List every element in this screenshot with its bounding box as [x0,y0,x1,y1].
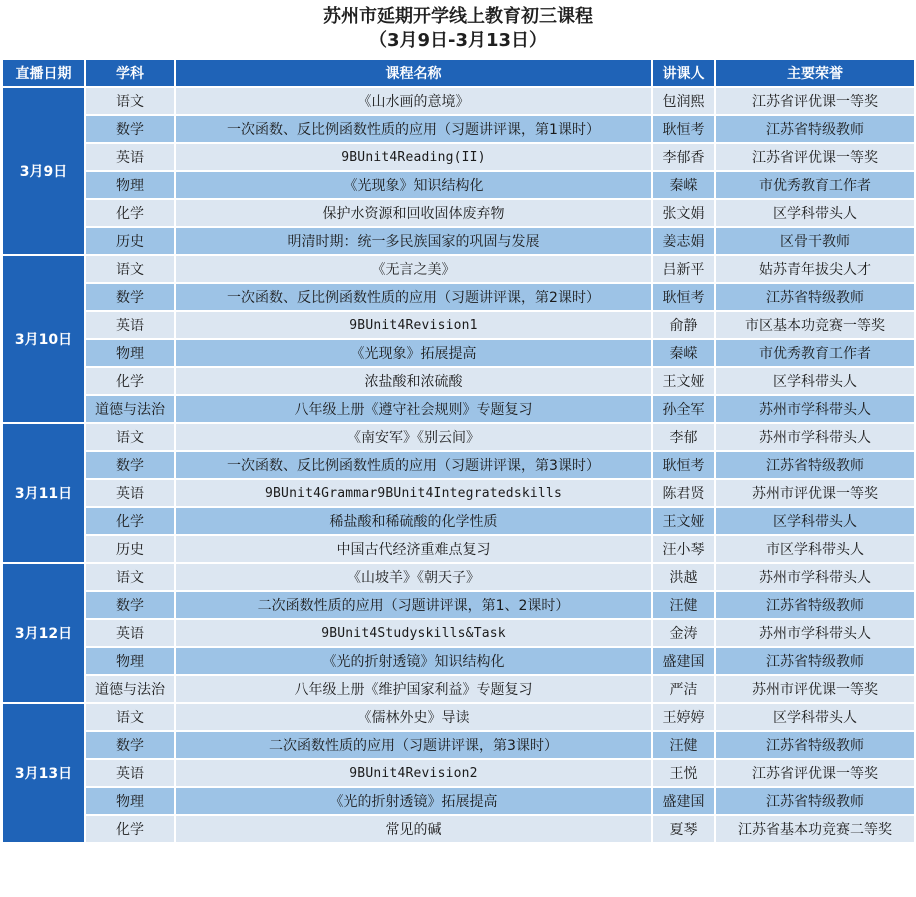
subject-cell: 道德与法治 [85,395,175,423]
teacher-cell: 汪健 [652,731,715,759]
subject-cell: 英语 [85,311,175,339]
table-row [2,703,915,731]
teacher-cell: 吕新平 [652,255,715,283]
honor-cell: 区学科带头人 [715,199,915,227]
honor-cell: 苏州市评优课一等奖 [715,479,915,507]
header-honor: 主要荣誉 [715,59,915,87]
honor-cell: 区学科带头人 [715,367,915,395]
honor-cell: 姑苏青年拔尖人才 [715,255,915,283]
header-subject: 学科 [85,59,175,87]
subject-cell: 语文 [85,87,175,115]
table-row [2,423,915,451]
teacher-cell: 包润熙 [652,87,715,115]
subject-cell: 数学 [85,283,175,311]
honor-cell: 苏州市学科带头人 [715,395,915,423]
honor-cell: 苏州市学科带头人 [715,563,915,591]
teacher-cell: 王婷婷 [652,703,715,731]
course-name-cell: 一次函数、反比例函数性质的应用（习题讲评课，第2课时） [175,283,652,311]
teacher-cell: 盛建国 [652,787,715,815]
teacher-cell: 姜志娟 [652,227,715,255]
course-name-cell: 9BUnit4Revision2 [175,759,652,787]
honor-cell: 区学科带头人 [715,703,915,731]
subject-cell: 英语 [85,143,175,171]
table-row [2,479,915,507]
table-row [2,395,915,423]
course-name-cell: 一次函数、反比例函数性质的应用（习题讲评课，第1课时） [175,115,652,143]
teacher-cell: 秦嵘 [652,339,715,367]
teacher-cell: 严洁 [652,675,715,703]
teacher-cell: 王文娅 [652,367,715,395]
teacher-cell: 汪健 [652,591,715,619]
table-row [2,171,915,199]
course-name-cell: 二次函数性质的应用（习题讲评课，第1、2课时） [175,591,652,619]
header-date: 直播日期 [2,59,85,87]
course-name-cell: 《光现象》知识结构化 [175,171,652,199]
teacher-cell: 李郁 [652,423,715,451]
subject-cell: 数学 [85,115,175,143]
page-subtitle-date-range: （3月9日-3月13日） [368,30,548,51]
table-row [2,311,915,339]
table-row [2,675,915,703]
course-name-cell: 9BUnit4Reading(II) [175,143,652,171]
header-course: 课程名称 [175,59,652,87]
broadcast-date-cell: 3月11日 [2,423,85,563]
honor-cell: 江苏省评优课一等奖 [715,759,915,787]
table-row [2,563,915,591]
table-row [2,787,915,815]
teacher-cell: 夏琴 [652,815,715,843]
subject-cell: 物理 [85,647,175,675]
honor-cell: 苏州市学科带头人 [715,619,915,647]
honor-cell: 苏州市学科带头人 [715,423,915,451]
honor-cell: 区学科带头人 [715,507,915,535]
honor-cell: 市区基本功竞赛一等奖 [715,311,915,339]
table-body [2,87,915,843]
course-name-cell: 一次函数、反比例函数性质的应用（习题讲评课，第3课时） [175,451,652,479]
subject-cell: 化学 [85,367,175,395]
header-teacher: 讲课人 [652,59,715,87]
table-row [2,731,915,759]
course-name-cell: 《光的折射透镜》知识结构化 [175,647,652,675]
course-name-cell: 《光现象》拓展提高 [175,339,652,367]
honor-cell: 江苏省特级教师 [715,731,915,759]
honor-cell: 市优秀教育工作者 [715,171,915,199]
teacher-cell: 孙全军 [652,395,715,423]
teacher-cell: 李郁香 [652,143,715,171]
teacher-cell: 洪越 [652,563,715,591]
course-schedule-table [1,58,916,844]
course-name-cell: 八年级上册《维护国家利益》专题复习 [175,675,652,703]
honor-cell: 江苏省特级教师 [715,283,915,311]
teacher-cell: 耿恒考 [652,283,715,311]
teacher-cell: 耿恒考 [652,451,715,479]
table-row [2,591,915,619]
subject-cell: 英语 [85,479,175,507]
honor-cell: 市区学科带头人 [715,535,915,563]
subject-cell: 化学 [85,507,175,535]
broadcast-date-cell: 3月12日 [2,563,85,703]
table-row [2,339,915,367]
table-row [2,199,915,227]
teacher-cell: 张文娟 [652,199,715,227]
subject-cell: 语文 [85,423,175,451]
course-name-cell: 保护水资源和回收固体废弃物 [175,199,652,227]
honor-cell: 区骨干教师 [715,227,915,255]
honor-cell: 江苏省特级教师 [715,115,915,143]
course-name-cell: 《山水画的意境》 [175,87,652,115]
course-name-cell: 常见的碱 [175,815,652,843]
teacher-cell: 金涛 [652,619,715,647]
honor-cell: 江苏省评优课一等奖 [715,143,915,171]
course-name-cell: 《南安军》《别云间》 [175,423,652,451]
course-name-cell: 明清时期：统一多民族国家的巩固与发展 [175,227,652,255]
table-row [2,619,915,647]
teacher-cell: 俞静 [652,311,715,339]
course-name-cell: 二次函数性质的应用（习题讲评课，第3课时） [175,731,652,759]
broadcast-date-cell: 3月13日 [2,703,85,843]
table-row [2,143,915,171]
subject-cell: 数学 [85,451,175,479]
title-block [0,0,916,58]
subject-cell: 物理 [85,787,175,815]
table-row [2,759,915,787]
subject-cell: 化学 [85,199,175,227]
course-name-cell: 《山坡羊》《朝天子》 [175,563,652,591]
subject-cell: 物理 [85,171,175,199]
subject-cell: 英语 [85,759,175,787]
subject-cell: 语文 [85,255,175,283]
course-name-cell: 《无言之美》 [175,255,652,283]
teacher-cell: 耿恒考 [652,115,715,143]
table-row [2,647,915,675]
table-row [2,367,915,395]
table-row [2,815,915,843]
honor-cell: 江苏省评优课一等奖 [715,87,915,115]
teacher-cell: 王悦 [652,759,715,787]
table-row [2,227,915,255]
table-row [2,283,915,311]
course-name-cell: 9BUnit4Grammar9BUnit4Integratedskills [175,479,652,507]
honor-cell: 江苏省特级教师 [715,451,915,479]
honor-cell: 江苏省特级教师 [715,647,915,675]
teacher-cell: 盛建国 [652,647,715,675]
honor-cell: 江苏省特级教师 [715,787,915,815]
subject-cell: 数学 [85,591,175,619]
table-row [2,451,915,479]
teacher-cell: 陈君贤 [652,479,715,507]
honor-cell: 江苏省特级教师 [715,591,915,619]
subject-cell: 英语 [85,619,175,647]
table-row [2,87,915,115]
course-name-cell: 浓盐酸和浓硫酸 [175,367,652,395]
honor-cell: 市优秀教育工作者 [715,339,915,367]
broadcast-date-cell: 3月10日 [2,255,85,423]
subject-cell: 道德与法治 [85,675,175,703]
subject-cell: 物理 [85,339,175,367]
teacher-cell: 汪小琴 [652,535,715,563]
table-row [2,255,915,283]
course-name-cell: 9BUnit4Studyskills&Task [175,619,652,647]
course-name-cell: 中国古代经济重难点复习 [175,535,652,563]
subject-cell: 历史 [85,227,175,255]
teacher-cell: 王文娅 [652,507,715,535]
table-row [2,535,915,563]
course-name-cell: 《光的折射透镜》拓展提高 [175,787,652,815]
table-row [2,507,915,535]
subject-cell: 历史 [85,535,175,563]
course-name-cell: 《儒林外史》导读 [175,703,652,731]
subject-cell: 化学 [85,815,175,843]
subject-cell: 数学 [85,731,175,759]
table-row [2,115,915,143]
table-header-row [2,59,915,87]
subject-cell: 语文 [85,563,175,591]
course-name-cell: 稀盐酸和稀硫酸的化学性质 [175,507,652,535]
broadcast-date-cell: 3月9日 [2,87,85,255]
page-title: 苏州市延期开学线上教育初三课程 [323,6,593,27]
course-name-cell: 八年级上册《遵守社会规则》专题复习 [175,395,652,423]
honor-cell: 苏州市评优课一等奖 [715,675,915,703]
subject-cell: 语文 [85,703,175,731]
course-name-cell: 9BUnit4Revision1 [175,311,652,339]
teacher-cell: 秦嵘 [652,171,715,199]
honor-cell: 江苏省基本功竞赛二等奖 [715,815,915,843]
